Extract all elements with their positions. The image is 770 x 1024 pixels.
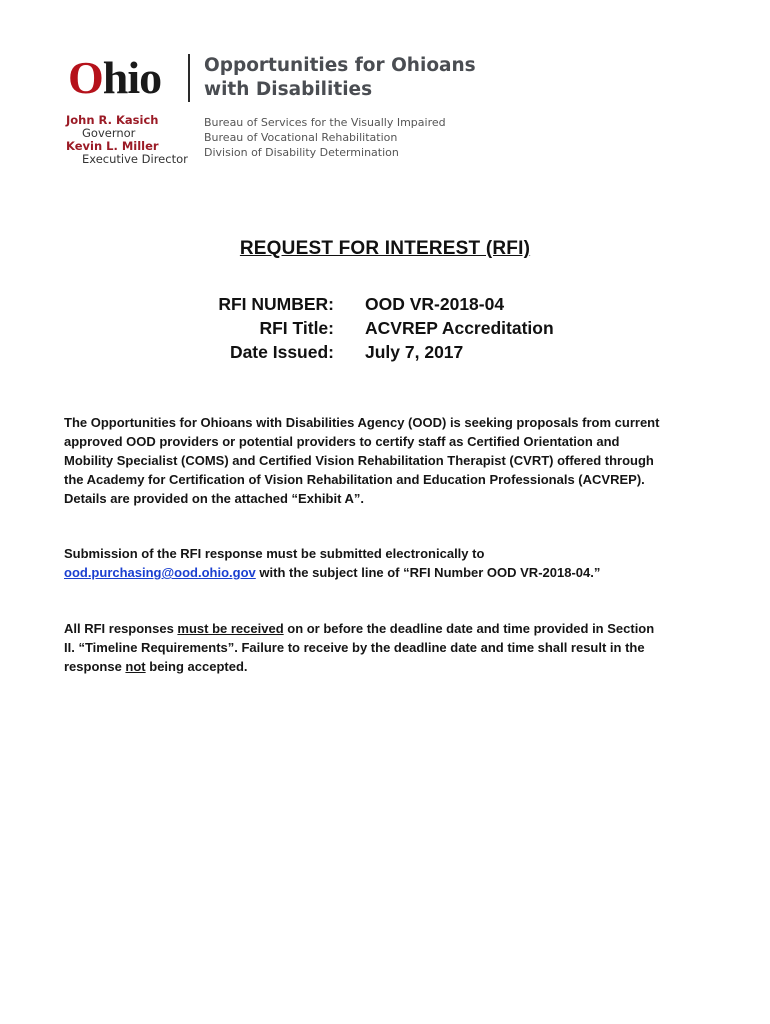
meta-row-date-issued: [0, 342, 770, 366]
ohio-wordmark: Ohio: [68, 52, 162, 103]
email-link[interactable]: ood.purchasing@ood.ohio.gov: [64, 565, 256, 580]
meta-value: ACVREP Accreditation: [365, 318, 554, 338]
director-title: Executive Director: [82, 152, 188, 166]
agency-name: Opportunities for Ohioans with Disabilities: [204, 55, 476, 100]
logo-divider: [188, 54, 190, 102]
meta-value: July 7, 2017: [365, 342, 464, 362]
ohio-logo: [66, 50, 176, 106]
bureau-item: Division of Disability Determination: [204, 146, 399, 159]
meta-value: OOD VR-2018-04: [365, 294, 505, 314]
not-emphasis: not: [125, 659, 146, 674]
governor-title: Governor: [82, 126, 136, 140]
document-title: REQUEST FOR INTEREST (RFI): [239, 238, 531, 259]
meta-row-rfi-number: [0, 294, 770, 318]
director-name: Kevin L. Miller: [66, 139, 159, 153]
director-block: [66, 140, 188, 166]
meta-label: Date Issued:: [229, 342, 334, 362]
meta-row-rfi-title: [0, 318, 770, 342]
governor-block: [66, 114, 158, 140]
bureau-list: [204, 115, 446, 160]
bureau-item: Bureau of Vocational Rehabilitation: [204, 131, 398, 144]
deadline-paragraph: All RFI responses must be received on or before the deadline date and time provided in Section II. “Timeline Requirements”. Failure to receive by the deadline date and time shall result in the response not being accepted.: [64, 621, 655, 674]
meta-label: RFI Title:: [259, 318, 334, 338]
submission-paragraph: Submission of the RFI response must be submitted electronically to ood.purchasing@ood.ohio.gov with the subject line of “RFI Number OOD VR-2018-04.”: [64, 546, 601, 580]
bureau-item: Bureau of Services for the Visually Impaired: [204, 116, 446, 129]
intro-paragraph: The Opportunities for Ohioans with Disabilities Agency (OOD) is seeking proposals from current approved OOD providers or potential providers to certify staff as Certified Orientation and Mobility Specialist (COMS) and Certified Vision Rehabilitation Therapist (CVRT) offered through the Academy for Certification of Vision Rehabilitation and Education Professionals (ACVREP). Details are provided on the attached “Exhibit A”.: [64, 415, 660, 506]
must-be-received-emphasis: must be received: [177, 621, 284, 636]
meta-label: RFI NUMBER:: [218, 294, 334, 314]
governor-name: John R. Kasich: [66, 113, 159, 127]
